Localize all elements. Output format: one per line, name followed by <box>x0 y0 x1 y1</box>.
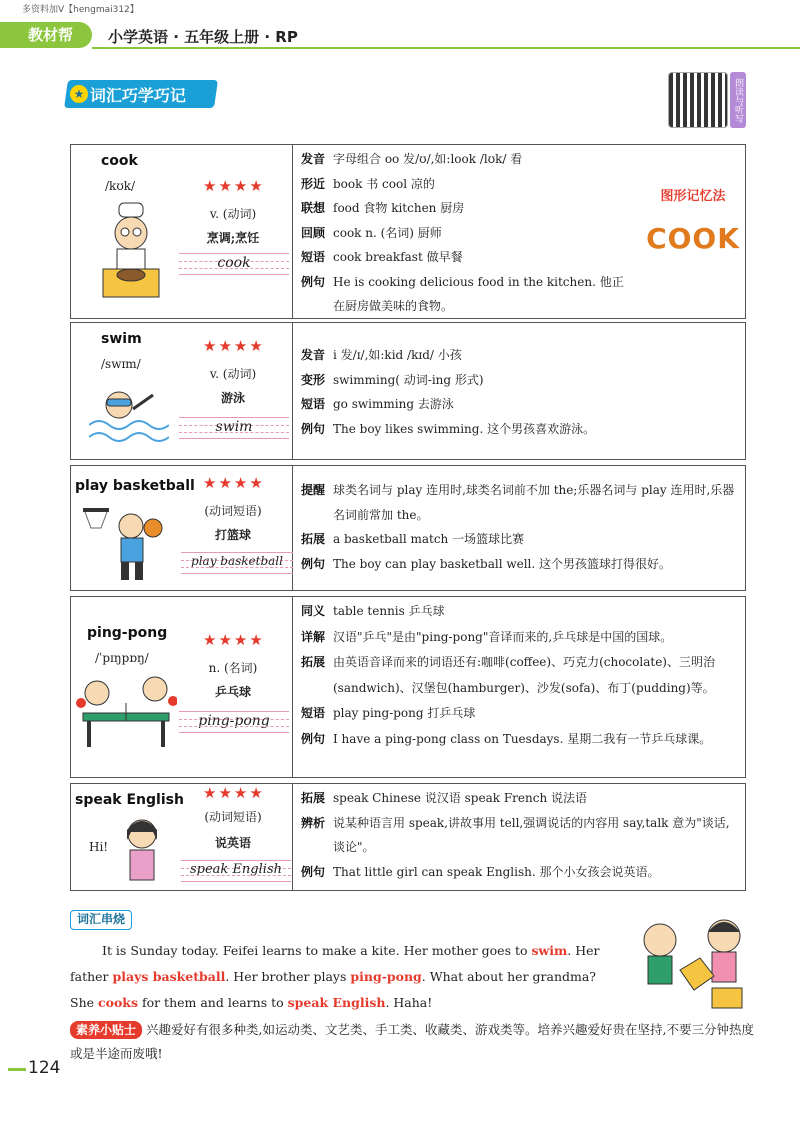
word: speak English <box>75 792 184 808</box>
qr-code-icon[interactable] <box>668 72 728 128</box>
row-key: 拓展 <box>301 655 326 669</box>
row-key: 短语 <box>301 250 326 264</box>
detail-row <box>301 527 745 552</box>
chinese-meaning: 烹调;烹饪 <box>206 231 260 245</box>
chinese-meaning: 游泳 <box>220 391 245 405</box>
star-rating: ★★★★ <box>203 177 265 195</box>
story-text: . Her brother plays <box>225 969 351 984</box>
card-left-panel <box>71 323 293 459</box>
vocab-card-cook <box>70 144 746 319</box>
part-of-speech: v. (动词) <box>209 367 257 381</box>
row-value: 汉语"乒乓"是由"ping-pong"音译而来的,乒乓球是中国的国球。 <box>333 629 673 644</box>
story-label: 词汇串烧 <box>70 910 132 930</box>
star-rating: ★★★★ <box>203 784 265 802</box>
word: play basketball <box>75 478 195 494</box>
book-title: 小学英语 · 五年级上册 · RP <box>108 28 298 46</box>
part-of-speech: v. (动词) <box>209 207 257 221</box>
row-key: 拓展 <box>301 791 326 805</box>
detail-rows <box>301 147 635 319</box>
tip-text: 兴趣爱好有很多种类,如运动类、文艺类、手工类、收藏类、游戏类等。培养兴趣爱好贵在坚持,不要三分钟热度或是半途而废哦! <box>70 1022 754 1061</box>
writing-lines <box>181 552 293 574</box>
detail-row <box>301 245 635 270</box>
row-key: 回顾 <box>301 225 326 240</box>
row-key: 例句 <box>301 556 326 571</box>
row-value: I have a ping-pong class on Tuesdays. 星期二我有一节乒乓球课。 <box>333 731 712 746</box>
speech-bubble: Hi! <box>89 840 109 854</box>
detail-row <box>301 196 635 221</box>
detail-row <box>301 811 745 860</box>
detail-rows <box>301 478 745 576</box>
row-value: go swimming 去游泳 <box>333 397 454 411</box>
vocab-card-play-basketball <box>70 465 746 591</box>
card-left-panel <box>71 597 293 777</box>
card-left-panel <box>71 145 293 318</box>
detail-row <box>301 417 745 442</box>
detail-row <box>301 552 745 577</box>
tip-box <box>70 1018 760 1066</box>
detail-row <box>301 221 635 246</box>
phonetic: /kʊk/ <box>105 179 136 193</box>
handwriting: speak English <box>190 862 282 877</box>
detail-row <box>301 860 745 885</box>
chinese-meaning: 说英语 <box>214 836 251 850</box>
row-value: swimming( 动词-ing 形式) <box>333 372 484 387</box>
row-key: 例句 <box>301 421 326 436</box>
star-rating: ★★★★ <box>203 474 265 492</box>
row-key: 同义 <box>301 604 326 618</box>
card-left-panel <box>71 784 293 890</box>
detail-row <box>301 599 745 625</box>
row-value: a basketball match 一场篮球比赛 <box>333 532 525 546</box>
row-key: 拓展 <box>301 532 326 546</box>
story-text: . Haha! <box>385 995 433 1010</box>
row-value: cook breakfast 做早餐 <box>333 250 463 264</box>
row-value: The boy can play basketball well. 这个男孩篮球打得很好。 <box>333 556 672 571</box>
word: ping-pong <box>87 625 168 641</box>
memory-title: 图形记忆法 <box>660 189 726 204</box>
row-key: 短语 <box>301 397 326 411</box>
story-paragraph <box>70 938 610 1016</box>
star-rating: ★★★★ <box>203 337 265 355</box>
row-value: He is cooking delicious food in the kitchen. 他正在厨房做美味的食物。 <box>333 274 624 313</box>
header-divider <box>92 47 800 49</box>
part-of-speech: (动词短语) <box>204 810 262 824</box>
story-text: . Her father <box>70 943 600 984</box>
writing-lines <box>179 417 289 439</box>
word: swim <box>101 331 142 347</box>
story-highlight: plays basketball <box>112 969 226 984</box>
handwriting: play basketball <box>191 554 283 568</box>
row-value: book 书 cool 凉的 <box>333 176 435 191</box>
row-value: table tennis 乒乓球 <box>333 604 445 618</box>
page-number: 124 <box>28 1058 61 1078</box>
story-text: for them and learns to <box>137 995 288 1010</box>
phonetic: /ˈpɪŋpɒŋ/ <box>95 651 149 665</box>
detail-row <box>301 727 745 753</box>
row-value: 说某种语言用 speak,讲故事用 tell,强调说话的内容用 say,talk 意为"谈话,谈论"。 <box>333 815 730 854</box>
detail-row <box>301 625 745 651</box>
row-key: 发音 <box>301 348 326 362</box>
basketball-boy-illustration <box>81 504 171 586</box>
vocab-card-swim <box>70 322 746 460</box>
kids-making-kite-illustration <box>624 914 754 1014</box>
row-value: food 食物 kitchen 厨房 <box>333 201 465 215</box>
row-value: 由英语音译而来的词语还有:咖啡(coffee)、巧克力(chocolate)、三明治(sandwich)、汉堡包(hamburger)、沙发(sofa)、布丁(pudding)等。 <box>333 655 715 695</box>
row-key: 详解 <box>301 629 326 644</box>
memory-method <box>643 185 743 255</box>
vocab-card-ping-pong <box>70 596 746 778</box>
detail-row <box>301 172 635 197</box>
part-of-speech: (动词短语) <box>204 504 262 518</box>
memory-word-art: COOK <box>646 222 740 255</box>
story-text: It is Sunday today. Feifei learns to make a kite. Her mother goes to <box>102 943 532 958</box>
row-key: 形近 <box>301 176 326 191</box>
detail-row <box>301 147 635 172</box>
row-key: 短语 <box>301 706 326 720</box>
row-key: 联想 <box>301 201 326 215</box>
swimming-boy-illustration <box>89 383 169 449</box>
row-value: cook n. (名词) 厨师 <box>333 225 442 240</box>
top-note: 多资料加V【hengmai312】 <box>22 5 139 15</box>
word: cook <box>101 153 138 169</box>
girl-speaking-illustration <box>117 816 167 886</box>
row-key: 提醒 <box>301 483 326 497</box>
row-key: 辨析 <box>301 815 326 830</box>
chinese-meaning: 乒乓球 <box>214 685 251 699</box>
detail-row <box>301 650 745 701</box>
card-left-panel <box>71 466 293 590</box>
detail-rows <box>301 599 745 752</box>
handwriting: swim <box>215 419 253 435</box>
row-value: speak Chinese 说汉语 speak French 说法语 <box>333 791 587 805</box>
row-value: That little girl can speak English. 那个小女孩会说英语。 <box>333 864 660 879</box>
tip-label: 素养小贴士 <box>70 1021 142 1039</box>
ping-pong-kids-illustration <box>75 673 177 753</box>
star-icon: ★ <box>70 85 88 103</box>
detail-row <box>301 392 745 417</box>
row-value: i 发/ɪ/,如:kid /kɪd/ 小孩 <box>333 348 462 362</box>
qr-tab-label: 朗读与听写 <box>730 72 746 128</box>
detail-rows <box>301 343 745 441</box>
writing-lines <box>181 860 291 882</box>
detail-row <box>301 786 745 811</box>
row-value: 字母组合 oo 发/ʊ/,如:look /lʊk/ 看 <box>333 152 523 166</box>
detail-row <box>301 368 745 393</box>
detail-row <box>301 270 635 319</box>
brand-tab: 教材帮 <box>0 22 92 48</box>
page-header <box>0 0 800 52</box>
row-key: 发音 <box>301 152 326 166</box>
detail-row <box>301 343 745 368</box>
story-highlight: speak English <box>287 995 386 1010</box>
star-rating: ★★★★ <box>203 631 265 649</box>
handwriting: cook <box>217 255 251 271</box>
section-label <box>64 80 218 108</box>
section-title: 词汇巧学巧记 <box>89 86 186 105</box>
chef-boy-illustration <box>95 201 167 301</box>
row-value: play ping-pong 打乒乓球 <box>333 706 476 720</box>
story-highlight: swim <box>531 943 568 958</box>
row-key: 例句 <box>301 864 326 879</box>
writing-lines <box>179 253 289 275</box>
page-marker <box>8 1068 26 1071</box>
phonetic: /swɪm/ <box>101 357 141 371</box>
story-text: . What about her grandma? She <box>70 969 597 1010</box>
detail-row <box>301 701 745 727</box>
row-value: 球类名词与 play 连用时,球类名词前不加 the;乐器名词与 play 连用时,乐器名词前常加 the。 <box>333 483 735 522</box>
row-key: 变形 <box>301 372 326 387</box>
vocab-card-speak-english <box>70 783 746 891</box>
detail-rows <box>301 786 745 884</box>
row-key: 例句 <box>301 731 326 746</box>
writing-lines <box>179 711 289 733</box>
detail-row <box>301 478 745 527</box>
handwriting: ping-pong <box>198 713 270 729</box>
chinese-meaning: 打篮球 <box>214 528 251 542</box>
story-highlight: cooks <box>98 995 138 1010</box>
part-of-speech: n. (名词) <box>208 661 258 675</box>
row-value: The boy likes swimming. 这个男孩喜欢游泳。 <box>333 421 596 436</box>
row-key: 例句 <box>301 274 326 289</box>
story-highlight: ping-pong <box>350 969 422 984</box>
